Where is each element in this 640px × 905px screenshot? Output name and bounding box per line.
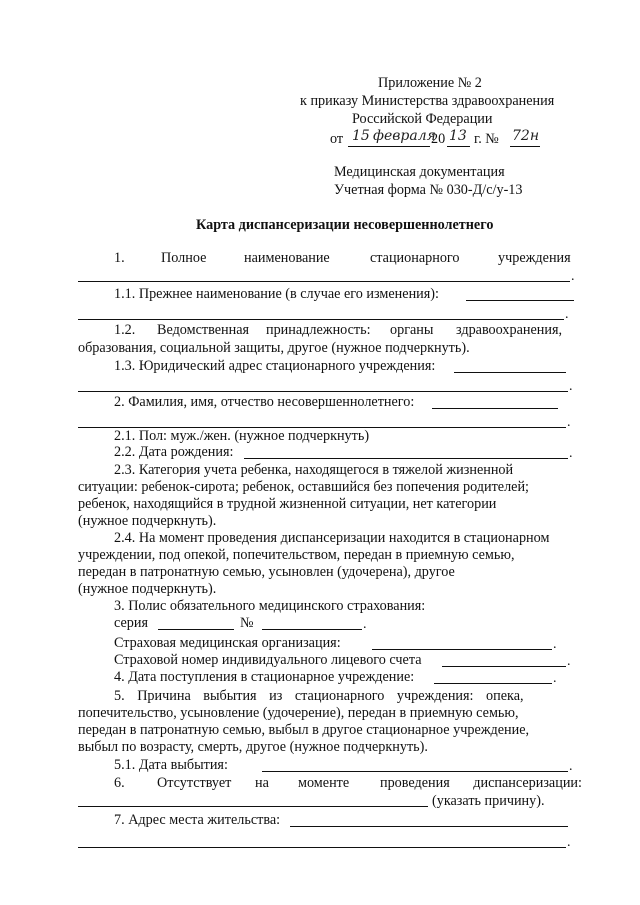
item-1-2-number: 1.2.	[114, 322, 136, 338]
year-suffix-handwritten: 13	[449, 128, 467, 144]
item-1-word-4: учреждения	[498, 250, 571, 266]
snils-field[interactable]	[442, 666, 566, 667]
item-2-4-line-3: передан в патронатную семью, усыновлен (удочерена), другое	[78, 564, 455, 580]
line-end-dot: .	[565, 307, 569, 322]
item-1-3-fill-line[interactable]	[454, 372, 566, 373]
federation-label: Российской Федерации	[352, 111, 493, 127]
item-1-word-2: наименование	[244, 250, 330, 266]
policy-number-field[interactable]	[262, 629, 362, 630]
item-1-2-word-2: принадлежность:	[266, 322, 371, 338]
item-7-fill-line-2[interactable]	[78, 847, 566, 848]
item-5-1-fill-line[interactable]	[262, 771, 568, 772]
item-1-1-fill-line-2[interactable]	[78, 319, 564, 320]
item-2-2-fill-line[interactable]	[244, 458, 568, 459]
order-reference: к приказу Министерства здравоохранения	[300, 93, 555, 109]
item-1-2-word-3: органы	[390, 322, 434, 338]
item-1-2-word-1: Ведомственная	[157, 322, 250, 338]
item-2-3-line-4: (нужное подчеркнуть).	[78, 513, 217, 529]
year-underline	[447, 146, 470, 147]
item-6-word-2: на	[255, 775, 269, 791]
item-1-3-fill-line-2[interactable]	[78, 391, 568, 392]
item-1-number: 1.	[114, 250, 125, 266]
item-1-3-label: 1.3. Юридический адрес стационарного учреждения:	[114, 358, 436, 374]
date-month-handwritten: февраля	[373, 128, 436, 144]
item-5-line-4: выбыл по возрасту, смерть, другое (нужное подчеркнуть).	[78, 739, 428, 755]
number-underline	[510, 146, 540, 147]
item-2-fill-line[interactable]	[432, 408, 558, 409]
item-1-1-fill-line[interactable]	[466, 300, 574, 301]
line-end-dot: .	[567, 654, 571, 669]
line-end-dot: .	[571, 269, 575, 284]
insurance-org-field[interactable]	[372, 649, 552, 650]
insurance-org-label: Страховая медицинская организация:	[114, 635, 341, 651]
line-end-dot: .	[553, 671, 557, 686]
number-prefix: г. №	[474, 131, 499, 147]
line-end-dot: .	[569, 446, 573, 461]
item-2-1-label: 2.1. Пол: муж./жен. (нужное подчеркнуть)	[114, 428, 370, 444]
item-2-3-line-3: ребенок, находящийся в трудной жизненной ситуации, нет категории	[78, 496, 497, 512]
item-2-2-label: 2.2. Дата рождения:	[114, 444, 234, 460]
item-2-3-line-1: 2.3. Категория учета ребенка, находящегося в тяжелой жизненной	[114, 462, 514, 478]
line-end-dot: .	[567, 415, 571, 430]
item-1-2-word-4: здравоохранения,	[456, 322, 563, 338]
item-5-line-1: 5. Причина выбытия из стационарного учреждения: опека,	[114, 688, 524, 704]
year-prefix: 20	[431, 131, 446, 147]
date-prefix: от	[330, 131, 344, 147]
item-5-line-3: передан в патронатную семью, выбыл в другое стационарное учреждение,	[78, 722, 530, 738]
annex-label: Приложение № 2	[378, 75, 482, 91]
item-2-label: 2. Фамилия, имя, отчество несовершеннолетнего:	[114, 394, 415, 410]
item-5-1-label: 5.1. Дата выбытия:	[114, 757, 228, 773]
item-7-label: 7. Адрес места жительства:	[114, 812, 281, 828]
policy-number-label: №	[240, 615, 254, 631]
item-2-4-line-1: 2.4. На момент проведения диспансеризации находится в стационарном	[114, 530, 550, 546]
item-1-word-3: стационарного	[370, 250, 460, 266]
line-end-dot: .	[363, 617, 367, 632]
item-6-word-3: моменте	[298, 775, 350, 791]
item-2-4-line-2: учреждении, под опекой, попечительством, передан в приемную семью,	[78, 547, 515, 563]
page-title: Карта диспансеризации несовершеннолетнего	[196, 217, 494, 233]
policy-series-label: серия	[114, 615, 148, 631]
line-end-dot: .	[553, 637, 557, 652]
item-6-line-1-rest: проведения диспансеризации:	[380, 775, 582, 791]
form-number: Учетная форма № 030-Д/с/у-13	[334, 182, 523, 198]
policy-series-field[interactable]	[158, 629, 234, 630]
item-1-2-line-2: образования, социальной защиты, другое (нужное подчеркнуть).	[78, 340, 470, 356]
item-6-reason-field[interactable]	[78, 806, 428, 807]
item-6-reason-hint: (указать причину).	[432, 793, 545, 809]
item-5-line-2: попечительство, усыновление (удочерение), передан в приемную семью,	[78, 705, 519, 721]
item-7-fill-line[interactable]	[290, 826, 568, 827]
item-4-label: 4. Дата поступления в стационарное учреждение:	[114, 669, 415, 685]
line-end-dot: .	[569, 379, 573, 394]
item-4-fill-line[interactable]	[434, 683, 552, 684]
item-6-word-1: Отсутствует	[157, 775, 232, 791]
line-end-dot: .	[567, 835, 571, 850]
item-2-4-line-4: (нужное подчеркнуть).	[78, 581, 217, 597]
date-underline	[348, 146, 430, 147]
item-1-word-1: Полное	[161, 250, 207, 266]
doc-type: Медицинская документация	[334, 164, 505, 180]
line-end-dot: .	[569, 759, 573, 774]
order-number-handwritten: 72н	[512, 128, 540, 144]
item-1-fill-line[interactable]	[78, 281, 570, 282]
snils-label: Страховой номер индивидуального лицевого счета	[114, 652, 422, 668]
item-6-number: 6.	[114, 775, 125, 791]
item-2-3-line-2: ситуации: ребенок-сирота; ребенок, оставшийся без попечения родителей;	[78, 479, 529, 495]
date-day-handwritten: 15	[352, 128, 370, 144]
item-1-1-label: 1.1. Прежнее наименование (в случае его изменения):	[114, 286, 439, 302]
item-3-label: 3. Полис обязательного медицинского страхования:	[114, 598, 426, 614]
